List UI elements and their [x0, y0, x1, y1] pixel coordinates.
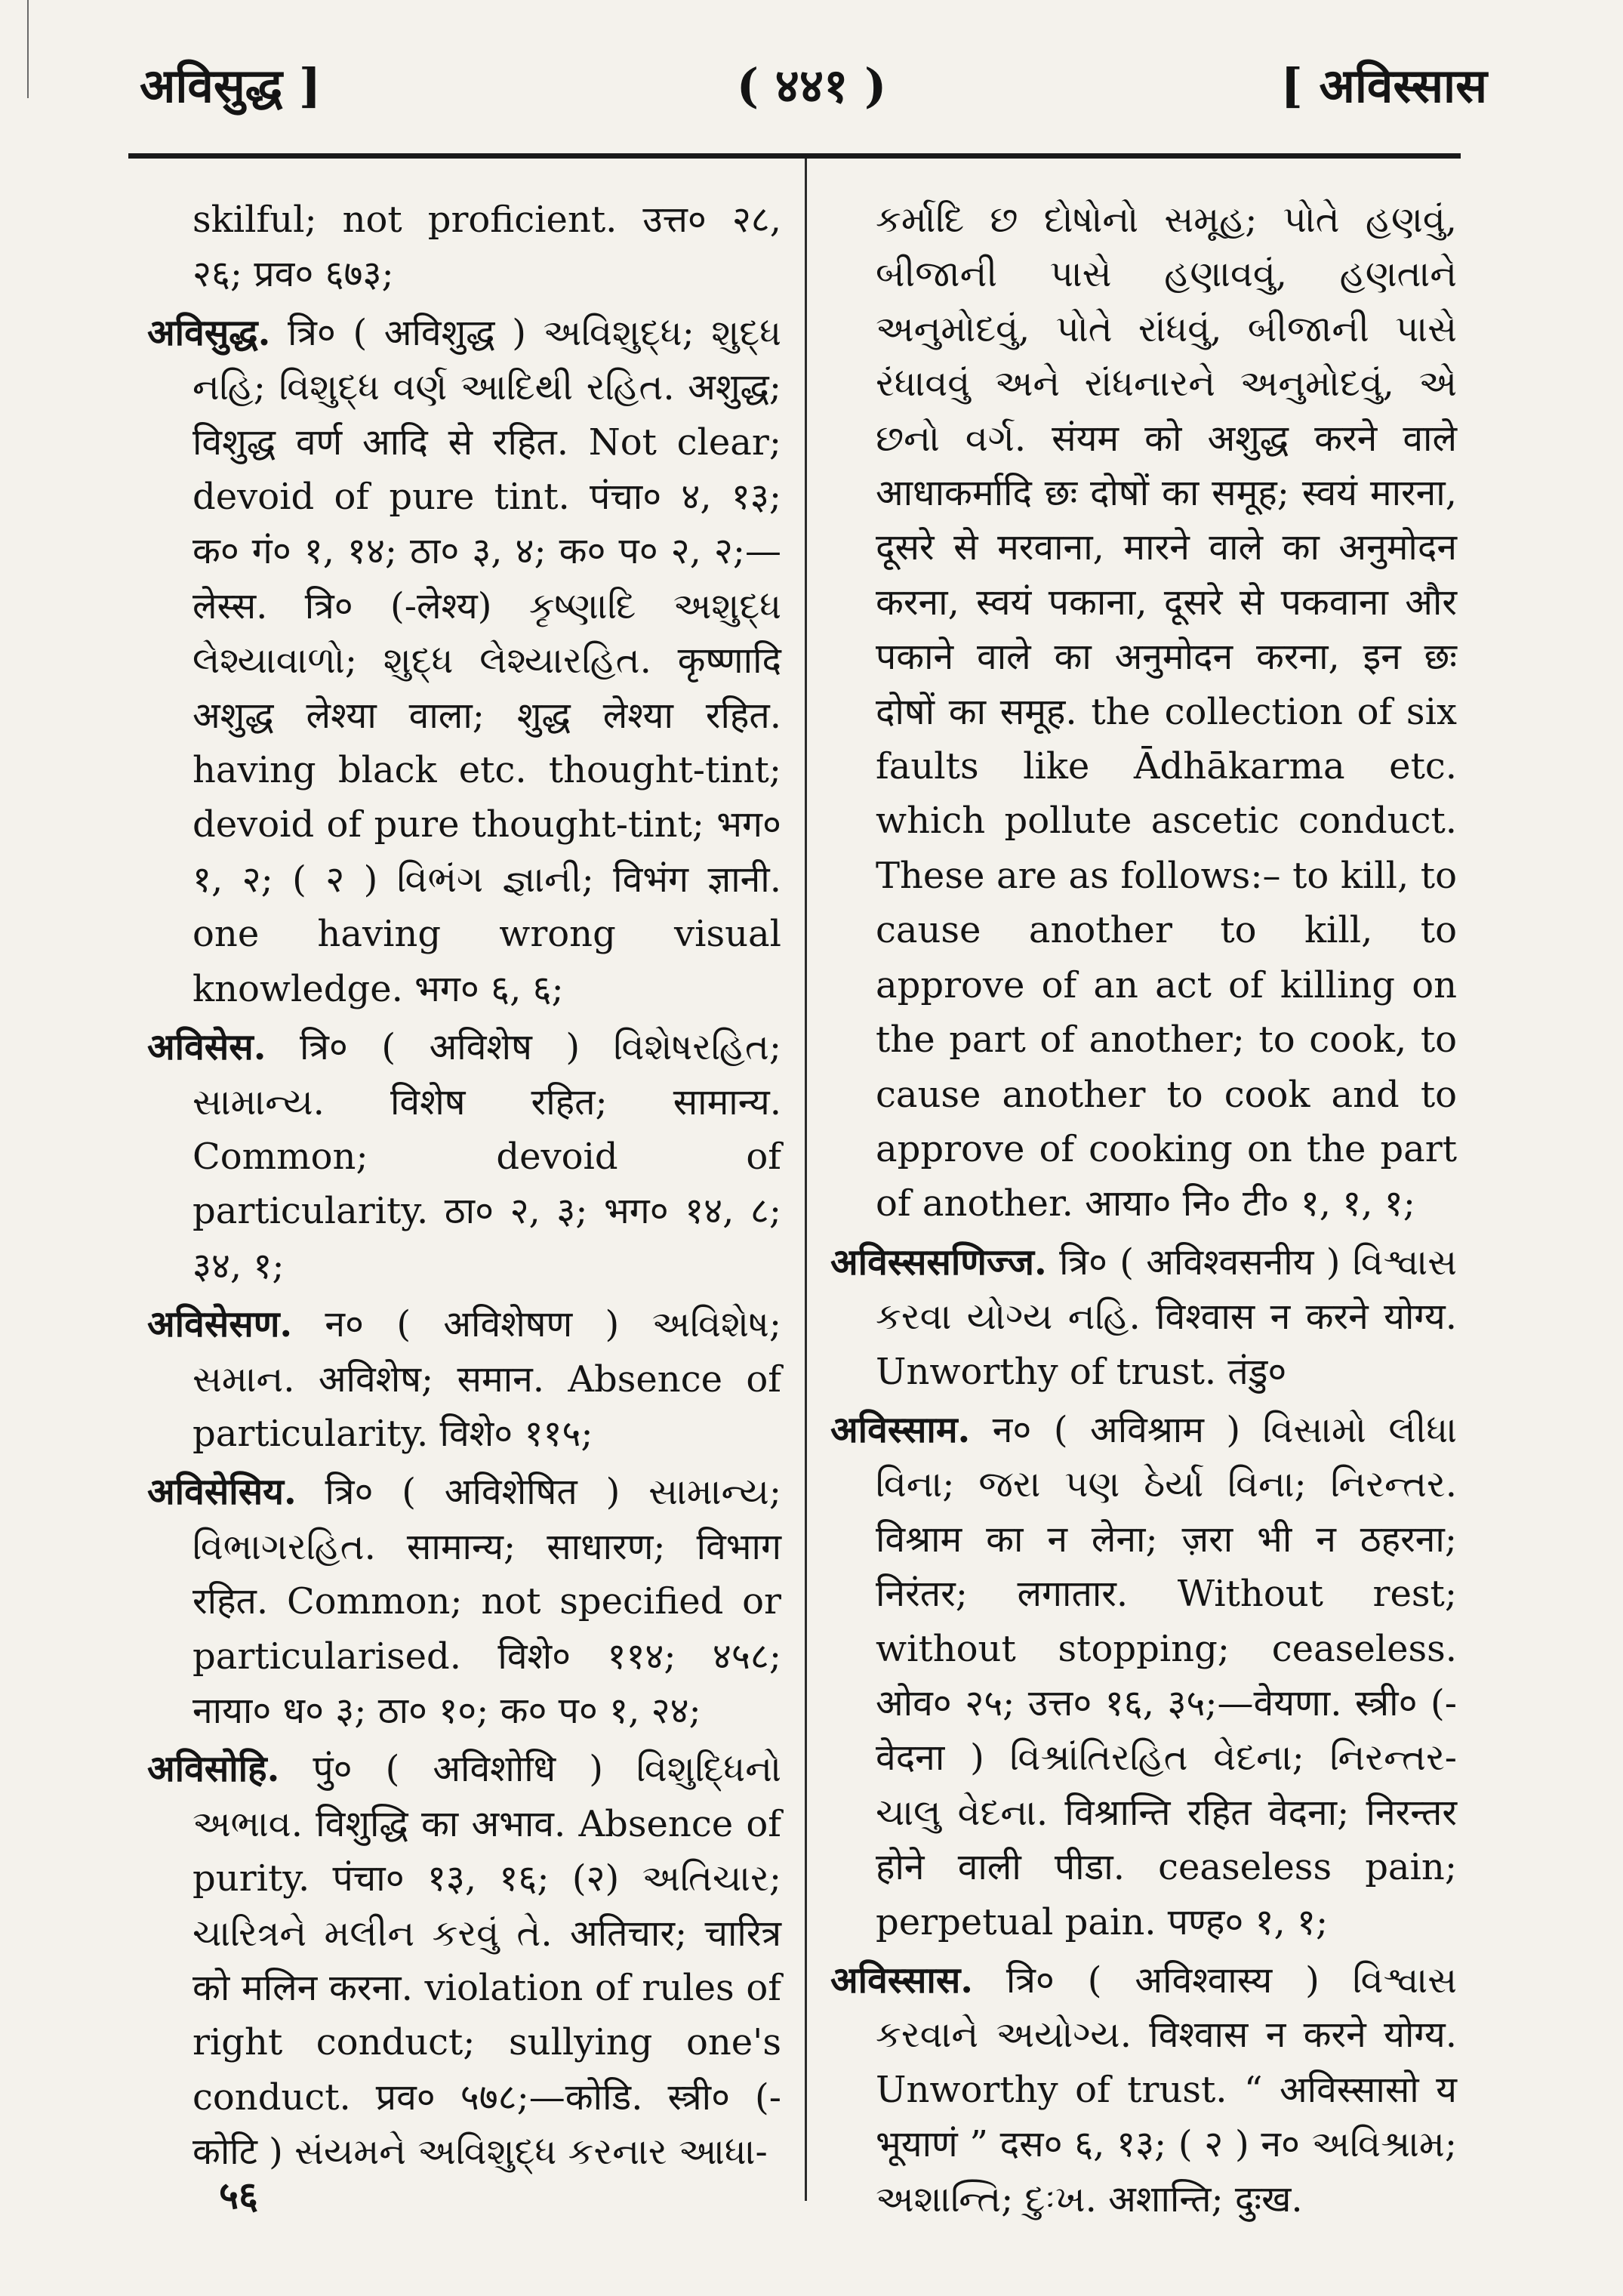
entry-text: पुं० ( अविशोधि ) વિશુદ્ધિનો અભાવ. विशुद्धि का अभाव. Absence of purity. पंचा० १३, १६; (२) અતિચાર; ચારિત્રને મલીન કરવું તે. अतिचार; चारित्र को मलिन करना. violation of rules of right conduct; sullying one's conduct. प्रव० ५७८;—कोडि. स्त्री० (-कोटि ) સંયમને અવિશુદ્ધ કરનાર આધા- — [192, 1748, 781, 2174]
entry-text: त्रि० ( अविशेषित ) સામાન્ય; વિભાગરહિત. सामान्य; साधारण; विभाग रहित. Common; not specified or particularised. विशे० ११४; ४५८; नाया० ध० ३; ठा० १०; क० प० १, २४; — [192, 1471, 781, 1732]
dictionary-entry — [830, 1403, 1457, 1949]
entry-text: त्रि० ( अविशेष ) વિશેષરહિત; સામાન્ય. विशेष रहित; सामान्य. Common; devoid of particularity. ठा० २, ३; भग० १४, ८; ३४, १; — [192, 1026, 781, 1287]
entry-headword: अविस्सास. — [830, 1959, 973, 2002]
dictionary-entry — [147, 1020, 781, 1293]
dictionary-entry — [147, 1742, 781, 2179]
entry-text: न० ( अविशेषण ) અવિશેષ; સમાન. अविशेष; समान. Absence of particularity. विशे० ११५; — [192, 1303, 781, 1455]
entry-headword: अविसेसण. — [147, 1303, 293, 1346]
dictionary-entry-continued — [147, 193, 781, 302]
entry-headword: अविसुद्ध. — [147, 311, 271, 354]
column-divider — [805, 159, 807, 2201]
entry-text: skilful; not proficient. उत्त० २८, २६; प्रव० ६७३; — [192, 199, 781, 296]
dictionary-entry-continued — [830, 193, 1457, 1231]
entry-headword: अविस्साम. — [830, 1408, 971, 1451]
page-header — [0, 53, 1623, 128]
dictionary-entry — [830, 1235, 1457, 1399]
dictionary-entry — [830, 1953, 1457, 2227]
entry-text: न० ( अविश्राम ) વિસામો લીધા વિના; જરા પણ ઠેર્યા વિના; નિરન્તર. विश्राम का न लेना; ज़रा भी न ठहरना; निरंतर; लगातार. Without rest; without stopping; ceaseless. ओव० २५; उत्त० १६, ३५;—वेयणा. स्त्री० (-वेदना ) વિશ્રાંતિરહિત વેદના; નિરન્તર-ચાલુ વેદના. विश्रान्ति रहित वेदना; निरन्तर होने वाली पीडा. ceaseless pain; perpetual pain. पण्ह० १, १; — [876, 1408, 1457, 1943]
entry-headword: अविसेसिय. — [147, 1471, 297, 1514]
signature-mark: ५६ — [219, 2173, 258, 2217]
dictionary-entry — [147, 1297, 781, 1461]
right-column — [830, 193, 1457, 2227]
entry-text: त्रि० ( अविश्वास्य ) વિશ્વાસ કરવાને અયોગ્ય. विश्वास न करने योग्य. Unworthy of trust. “ अविस्सासो य भूयाणं ” दस० ६, १३; ( २ ) न० અવિશ્રામ; અશાન્તિ; દુઃખ. अशान्ति; दुःख. — [876, 1959, 1457, 2220]
entry-headword: अविस्ससणिज्ज. — [830, 1240, 1047, 1284]
entry-text: त्रि० ( अविशुद्ध ) અવિશુદ્ધ; શુદ્ધ નહિ; વિશુદ્ધ વર્ણ આદિથી રહિત. अशुद्ध; विशुद्ध वर्ण आदि से रहित. Not clear; devoid of pure tint. पंचा० ४, १३; क० गं० १, १४; ठा० ३, ४; क० प० २, २;—लेस्स. त्रि० (-लेश्य) કૃષ્ણાદિ અશુદ્ધ લેશ્યાવાળો; શુદ્ધ લેશ્યારહિત. कृष्णादि अशुद्ध लेश्या वाला; शुद्ध लेश्या रहित. having black etc. thought-tint; devoid of pure thought-tint; भग० १, २; ( २ ) વિભંગ જ્ઞાની; विभंग ज्ञानी. one having wrong visual knowledge. भग० ६, ६; — [192, 311, 781, 1010]
entry-headword: अविसेस. — [147, 1026, 266, 1069]
left-column — [147, 193, 781, 2180]
entry-text: त्रि० ( अविश्वसनीय ) વિશ્વાસ કરવા યોગ્ય નહિ. विश्वास न करने योग्य. Unworthy of trust. तंडु० — [876, 1240, 1457, 1393]
dictionary-entry — [147, 306, 781, 1016]
header-left-guideword: अविसुद्ध ] — [140, 58, 322, 113]
entry-text: કર્માદિ છ દોષોનો સમૂહ; પોતે હણવું, બીજાની પાસે હણાવવું, હણતાને અનુમોદવું, પોતે રાંધવું, બીજાની પાસે રંધાવવું અને રાંધનારને અનુમોદવું, એ છનો વર્ગ. संयम को अशुद्ध करने वाले आधाकर्मादि छः दोषों का समूह; स्वयं मारना, दूसरे से मरवाना, मारने वाले का अनुमोदन करना, स्वयं पकाना, दूसरे से पकवाना और पकाने वाले का अनुमोदन करना, इन छः दोषों का समूह. the collection of six faults like Ādhākarma etc. which pollute ascetic conduct. These are as follows:– to kill, to cause another to kill, to approve of an act of killing on the part of another; to cook, to cause another to cook and to approve of cooking on the part of another. आया० नि० टी० १, १, १; — [876, 199, 1457, 1225]
entry-headword: अविसोहि. — [147, 1748, 280, 1791]
dictionary-entry — [147, 1465, 781, 1738]
page-number: ( ४४१ ) — [736, 58, 887, 113]
header-rule — [128, 153, 1461, 159]
header-right-guideword: [ अविस्सास — [1280, 58, 1487, 113]
